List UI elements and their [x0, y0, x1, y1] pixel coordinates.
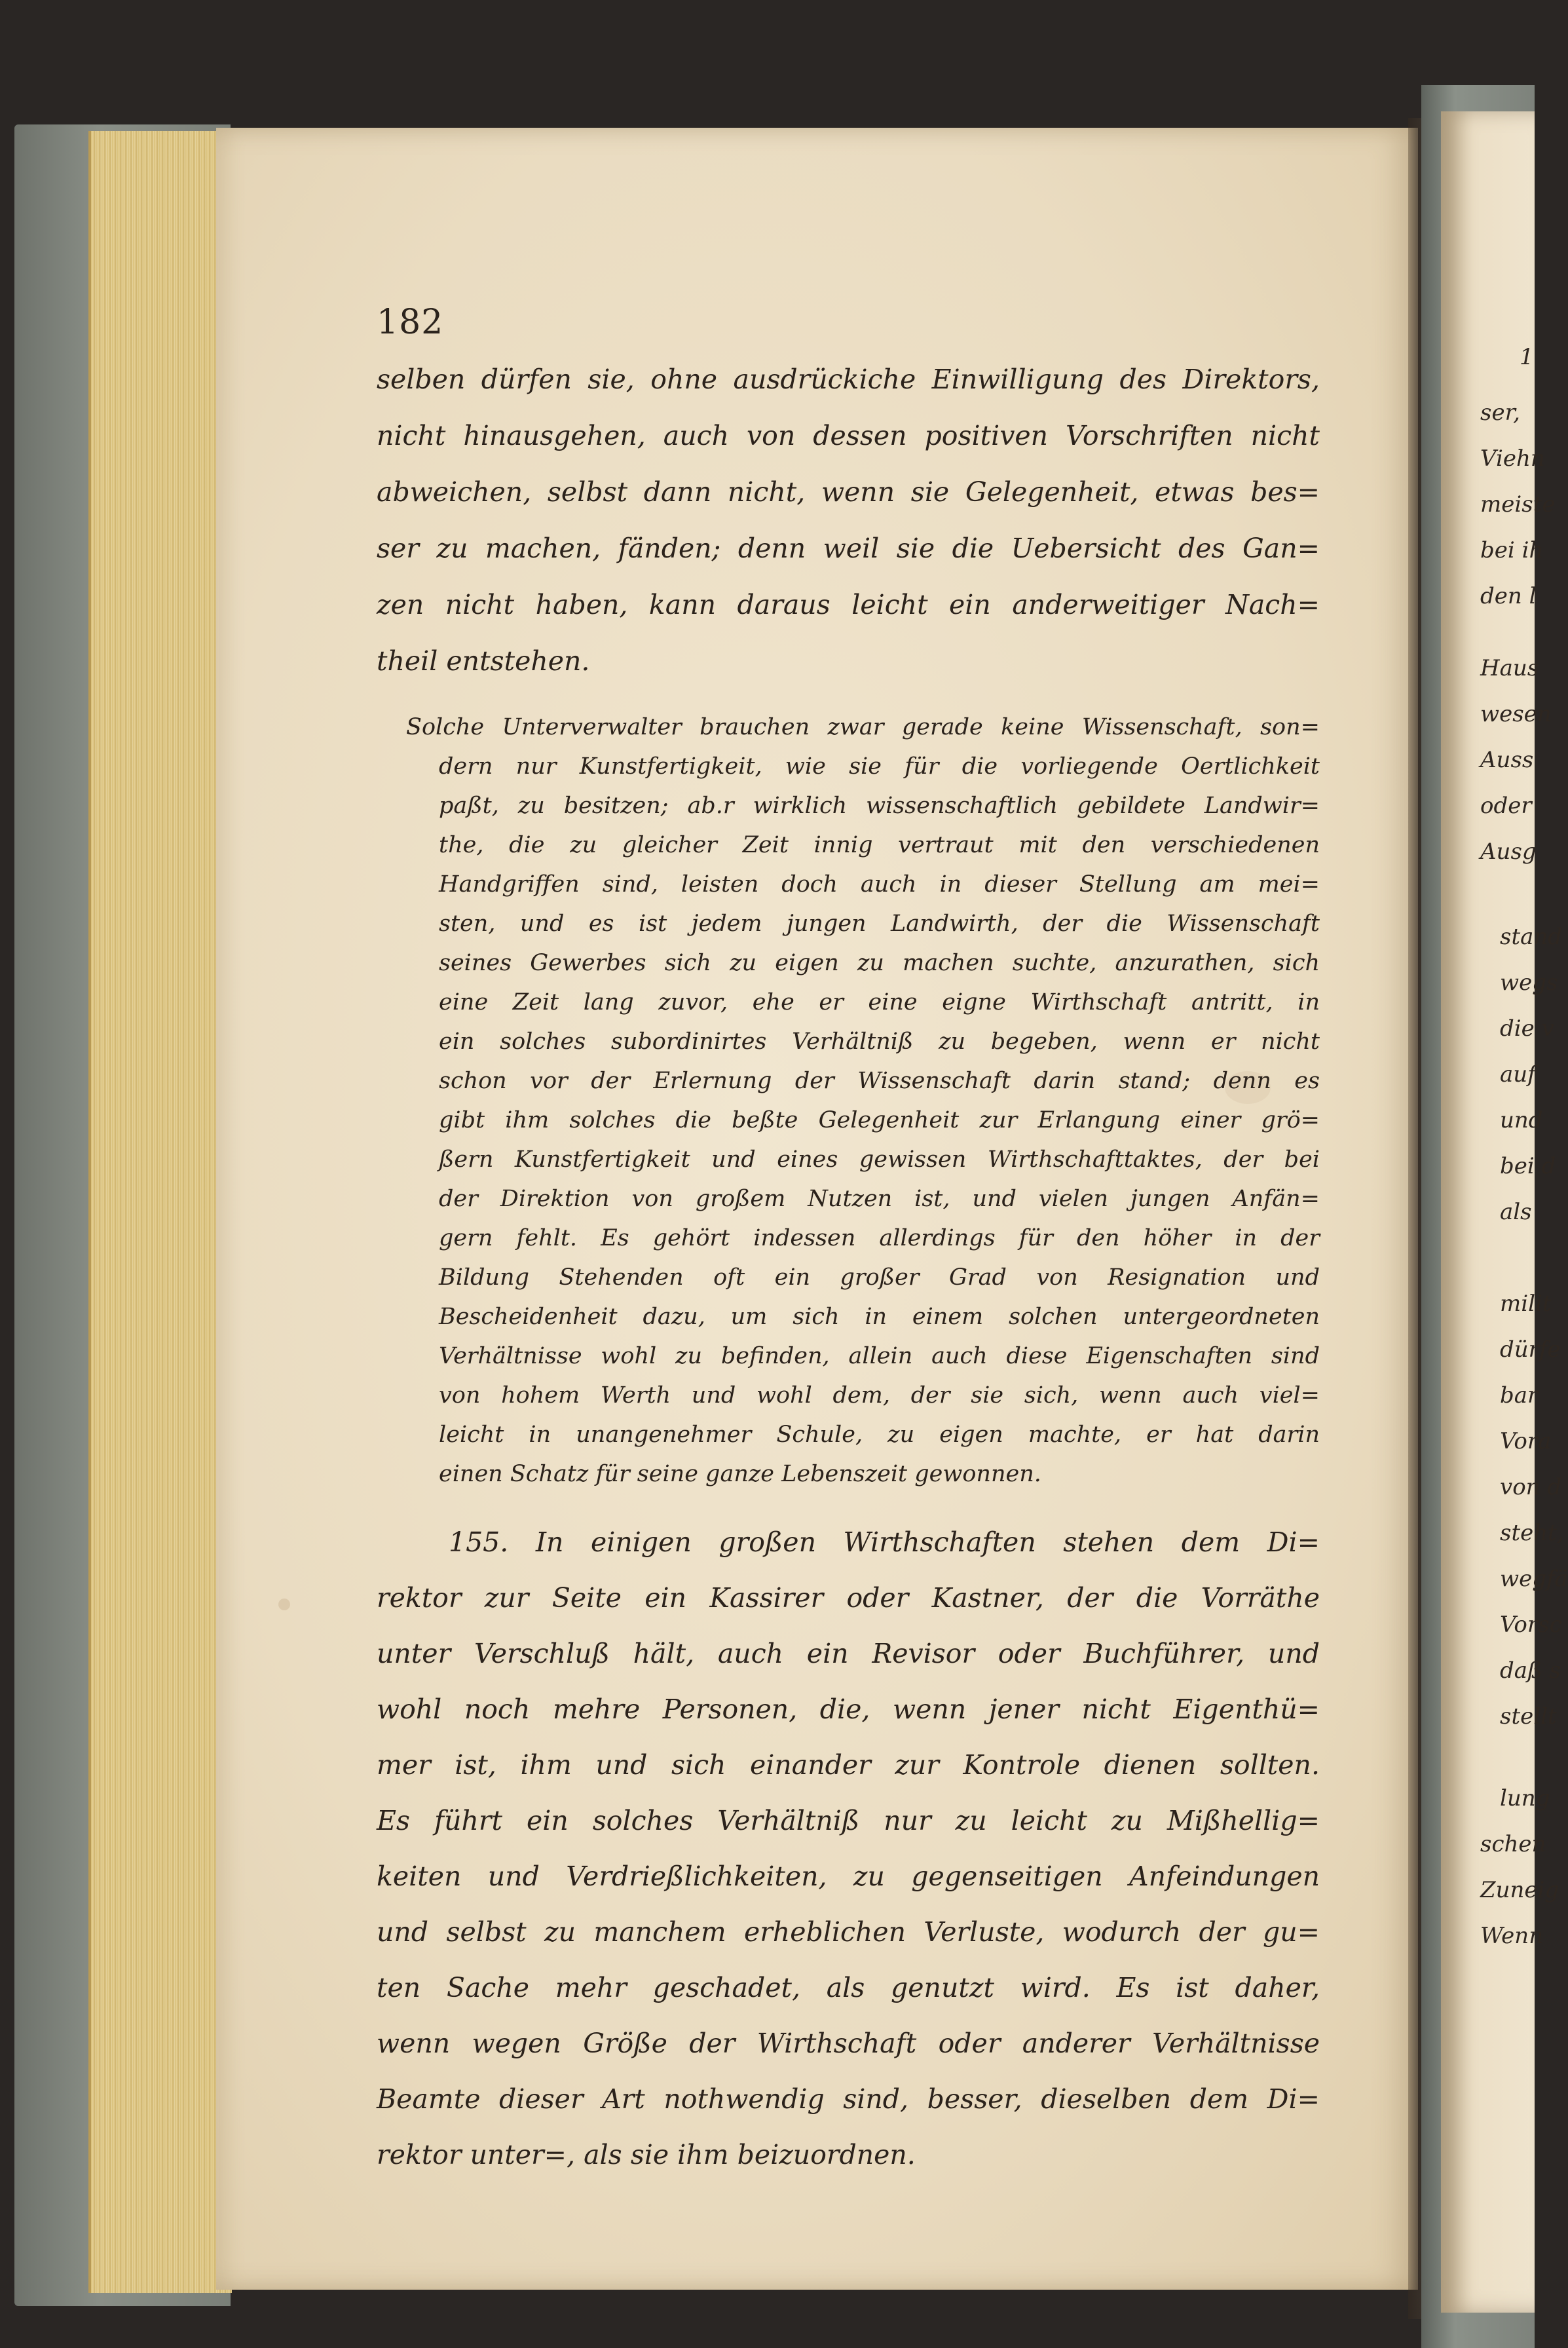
text-line: seines Gewerbes sich zu eigen zu machen suchte, anzurathen, sich [439, 950, 1320, 976]
adjacent-text-fragment: 1 [1520, 344, 1534, 370]
adjacent-text-fragment: stellt [1500, 1703, 1557, 1730]
adjacent-text-fragment: Vorsc [1500, 1612, 1562, 1638]
adjacent-text-fragment: Ausg [1480, 839, 1537, 865]
adjacent-text-fragment: daß s [1500, 1657, 1561, 1684]
adjacent-text-fragment: lung [1500, 1785, 1550, 1811]
adjacent-text-fragment: von d [1500, 1474, 1562, 1500]
adjacent-text-fragment: stand [1500, 924, 1563, 950]
adjacent-text-fragment: Zuneig [1480, 1877, 1559, 1903]
text-line: ein solches subordinirtes Verhältniß zu begeben, wenn er nicht [439, 1029, 1320, 1055]
text-line: eine Zeit lang zuvor, ehe er eine eigne Wirthschaft antritt, in [439, 989, 1320, 1015]
text-line: zen nicht haben, kann daraus leicht ein anderweitiger Nach= [377, 589, 1320, 620]
adjacent-text-fragment: Vora [1500, 1428, 1552, 1454]
text-line: ten Sache mehr geschadet, als genutzt wird. Es ist daher, [377, 1972, 1320, 2003]
text-line: paßt, zu besitzen; ab.r wirklich wissenschaftlich gebildete Landwir= [439, 793, 1320, 819]
text-line: theil entstehen. [377, 645, 590, 677]
text-line: einen Schatz für seine ganze Lebenszeit gewonnen. [439, 1461, 1041, 1487]
adjacent-text-fragment: oder [1480, 793, 1532, 819]
text-line: abweichen, selbst dann nicht, wenn sie Gelegenheit, etwas bes= [377, 476, 1320, 508]
text-line: rektor unter=, als sie ihm beizuordnen. [377, 2139, 916, 2170]
adjacent-text-fragment: wesen [1480, 701, 1552, 727]
adjacent-text-fragment: Auss [1480, 747, 1534, 773]
text-line: und selbst zu manchem erheblichen Verluste, wodurch der gu= [377, 1916, 1320, 1948]
text-line: 155. In einigen großen Wirthschaften stehen dem Di= [449, 1526, 1320, 1558]
text-line: dern nur Kunstfertigkeit, wie sie für die vorliegende Oertlichkeit [439, 753, 1320, 780]
adjacent-text-fragment: Viehn [1480, 445, 1545, 472]
text-line: ser zu machen, fänden; denn weil sie die Uebersicht des Gan= [377, 533, 1320, 564]
text-line: gibt ihm solches die beßte Gelegenheit zur Erlangung einer grö= [439, 1107, 1320, 1133]
text-line: Beamte dieser Art nothwendig sind, besser, dieselben dem Di= [377, 2083, 1320, 2115]
text-line: Bescheidenheit dazu, um sich in einem solchen untergeordneten [439, 1304, 1320, 1330]
text-line: der Direktion von großem Nutzen ist, und vielen jungen Anfän= [439, 1186, 1320, 1212]
adjacent-text-fragment: dürfe [1500, 1336, 1561, 1363]
text-line: Bildung Stehenden oft ein großer Grad von Resignation und [439, 1264, 1320, 1291]
text-line: von hohem Werth und wohl dem, der sie sich, wenn auch viel= [439, 1382, 1320, 1409]
text-line: Es führt ein solches Verhältniß nur zu leicht zu Mißhellig= [377, 1805, 1320, 1836]
adjacent-text-fragment: wegs [1500, 970, 1558, 996]
text-line: sten, und es ist jedem jungen Landwirth, der die Wissenschaft [439, 911, 1320, 937]
adjacent-text-fragment: meiste [1480, 491, 1556, 518]
page-number: 182 [377, 303, 444, 342]
adjacent-text-fragment: schen [1480, 1831, 1546, 1857]
text-line: Handgriffen sind, leisten doch auch in dieser Stellung am mei= [439, 871, 1320, 898]
adjacent-text-fragment: und [1500, 1107, 1543, 1133]
text-line: mer ist, ihm und sich einander zur Kontrole dienen sollten. [377, 1749, 1320, 1781]
text-line: gern fehlt. Es gehört indessen allerdings für den höher in der [439, 1225, 1320, 1251]
adjacent-text-fragment: steht, [1500, 1520, 1564, 1546]
text-line: leicht in unangenehmer Schule, zu eigen machte, er hat darin [439, 1422, 1320, 1448]
text-line: Verhältnisse wohl zu befinden, allein auch diese Eigenschaften sind [439, 1343, 1320, 1369]
adjacent-text-fragment: Wenn [1480, 1923, 1544, 1949]
text-line: wohl noch mehre Personen, die, wenn jener nicht Eigenthü= [377, 1694, 1320, 1725]
adjacent-text-fragment: bei d [1500, 1153, 1556, 1179]
adjacent-text-fragment: auf [1500, 1061, 1536, 1088]
text-line: wenn wegen Größe der Wirthschaft oder anderer Verhältnisse [377, 2028, 1320, 2059]
page-edges [88, 131, 232, 2293]
text-line: nicht hinausgehen, auch von dessen positiven Vorschriften nicht [377, 420, 1320, 451]
text-line: Solche Unterverwalter brauchen zwar gerade keine Wissenschaft, son= [406, 714, 1320, 740]
adjacent-page [1441, 111, 1568, 2313]
text-line: unter Verschluß hält, auch ein Revisor oder Buchführer, und [377, 1638, 1320, 1669]
text-line: selben dürfen sie, ohne ausdrückiche Einwilligung des Direktors, [377, 364, 1320, 395]
adjacent-text-fragment: ser, [1480, 400, 1520, 426]
adjacent-text-fragment: als [1500, 1199, 1532, 1225]
adjacent-text-fragment: wegfä [1500, 1566, 1568, 1592]
adjacent-text-fragment: den l [1480, 583, 1537, 609]
text-line: the, die zu gleicher Zeit innig vertraut mit den verschiedenen [439, 832, 1320, 858]
adjacent-text-fragment: die v [1500, 1015, 1554, 1042]
text-line: rektor zur Seite ein Kassirer oder Kastner, der die Vorräthe [377, 1582, 1320, 1614]
text-line: schon vor der Erlernung der Wissenschaft darin stand; denn es [439, 1068, 1320, 1094]
adjacent-text-fragment: Haus [1480, 655, 1539, 681]
adjacent-text-fragment: milit [1500, 1291, 1552, 1317]
paper-stain [278, 1599, 290, 1610]
text-line: ßern Kunstfertigkeit und eines gewissen Wirthschafttaktes, der bei [439, 1146, 1320, 1173]
adjacent-text-fragment: bei ih [1480, 537, 1544, 563]
adjacent-text-fragment: bar [1500, 1382, 1539, 1409]
text-line: keiten und Verdrießlichkeiten, zu gegenseitigen Anfeindungen [377, 1861, 1320, 1892]
